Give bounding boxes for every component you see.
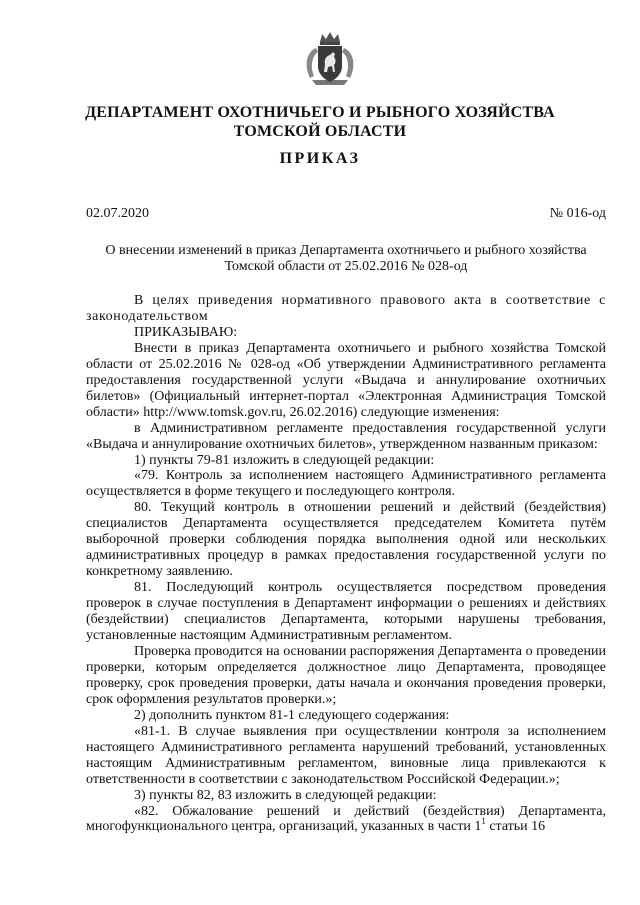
document-subject: О внесении изменений в приказ Департамента охотничьего и рыбного хозяйства Томской области от 25.02.2016 № 028-од bbox=[105, 243, 587, 274]
clause-81-paragraph: 81. Последующий контроль осуществляется посредством проведения проверок в случае поступления в Департамент информации о решениях и действиях (бездействии) специалистов Департамента, которыми нарушены требования, установленные настоящим Административным регламентом. bbox=[86, 580, 606, 644]
clause-82-text-tail: статьи 16 bbox=[485, 819, 546, 835]
clause-82-superscript: 1 bbox=[481, 816, 486, 827]
inspection-paragraph: Проверка проводится на основании распоряжения Департамента о проведении проверки, которым определяется должностное лицо Департамента, проводящее проверку, срок проведения проверки, даты начала и окончания проведения проверки, срок оформления результатов проверки.»; bbox=[86, 643, 606, 707]
clause-80-paragraph: 80. Текущий контроль в отношении решений и действий (бездействия) специалистов Департамента осуществляется председателем Комитета путём выборочной проверки соблюдения порядка выполнения одной или нескольких административных процедур в рамках предоставления государственной услуги по конкретному заявлению. bbox=[86, 500, 606, 580]
clause-82-text: «82. Обжалование решений и действий (бездействия) Департамента, многофункционального центра, организаций, указанных в части 1 bbox=[86, 803, 606, 835]
department-title-line2: ТОМСКОЙ ОБЛАСТИ bbox=[233, 123, 407, 140]
clause-82-paragraph bbox=[86, 804, 606, 836]
preamble-paragraph: В целях приведения нормативного правового акта в соответствие с законодательством bbox=[86, 293, 606, 324]
item-3-paragraph: 3) пункты 82, 83 изложить в следующей редакции: bbox=[134, 787, 437, 803]
item-1-paragraph: 1) пункты 79-81 изложить в следующей редакции: bbox=[134, 452, 435, 468]
document-number: № 016-од bbox=[549, 206, 606, 221]
clause-81-1-paragraph: «81-1. В случае выявления при осуществлении контроля за исполнением настоящего Административного регламента нарушений требований, установленных настоящим Административным регламентом, виновные лица привлекаются к ответственности в соответствии с законодательством Российской Федерации.»; bbox=[86, 723, 606, 787]
document-body bbox=[86, 293, 606, 835]
document-type-title: ПРИКАЗ bbox=[279, 150, 361, 167]
amendment-intro-paragraph: Внести в приказ Департамента охотничьего и рыбного хозяйства Томской области от 25.02.2016 № 028-од «Об утверждении Административного регламента предоставления государственной услуги «Выдача и аннулирование охотничьих билетов» (Официальный интернет-портал «Электронная Администрация Томской области» http://www.tomsk.gov.ru, 26.02.2016) следующие изменения: bbox=[86, 340, 606, 420]
document-date: 02.07.2020 bbox=[86, 206, 149, 221]
tomsk-coat-of-arms-emblem bbox=[300, 30, 360, 88]
department-title-line1: ДЕПАРТАМЕНТ ОХОТНИЧЬЕГО И РЫБНОГО ХОЗЯЙСТВА bbox=[85, 104, 555, 121]
regulation-reference-paragraph: в Административном регламенте предоставления государственной услуги «Выдача и аннулирование охотничьих билетов», утвержденном названным приказом: bbox=[86, 420, 606, 452]
clause-79-paragraph: «79. Контроль за исполнением настоящего Административного регламента осуществляется в форме текущего и последующего контроля. bbox=[86, 468, 606, 500]
item-2-paragraph: 2) дополнить пунктом 81-1 следующего содержания: bbox=[134, 707, 450, 723]
order-command: ПРИКАЗЫВАЮ: bbox=[134, 324, 238, 340]
